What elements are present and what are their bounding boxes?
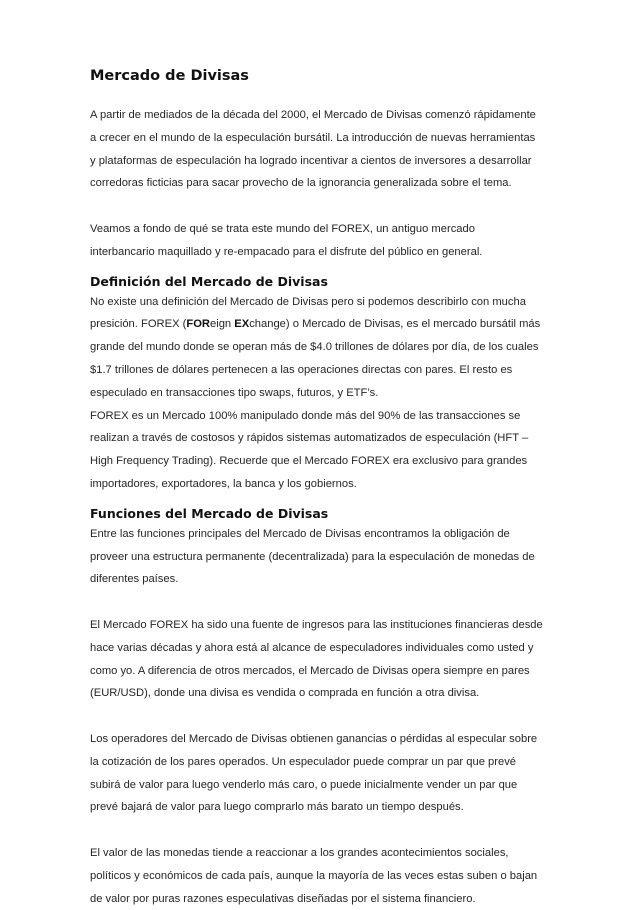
document-page (90, 66, 552, 910)
text-line: El valor de las monedas tiende a reaccionar a los grandes acontecimientos sociales, (90, 842, 552, 865)
text-line: $1.7 trillones de dólares pertenecen a las operaciones directas con pares. El resto es (90, 359, 552, 382)
paragraph-spacer (90, 195, 552, 218)
paragraph-spacer (90, 819, 552, 842)
text-line: FOREX es un Mercado 100% manipulado donde más del 90% de las transacciones se (90, 405, 552, 428)
text-line: El Mercado FOREX ha sido una fuente de ingresos para las instituciones financieras desde (90, 614, 552, 637)
text-line: hace varias décadas y ahora está al alcance de especuladores individuales como usted y (90, 637, 552, 660)
section-heading-funciones: Funciones del Mercado de Divisas (90, 505, 552, 523)
paragraph-spacer (90, 705, 552, 728)
text-line: políticos y económicos de cada país, aunque la mayoría de las veces estas suben o bajan (90, 865, 552, 888)
text-run: presición. FOREX ( (90, 318, 186, 330)
text-line: como yo. A diferencia de otros mercados, el Mercado de Divisas opera siempre en pares (90, 660, 552, 683)
text-line: realizan a través de costosos y rápidos sistemas automatizados de especulación (HFT – (90, 427, 552, 450)
text-run: eign (210, 318, 234, 330)
funciones-paragraph-4 (90, 842, 552, 910)
text-line: diferentes países. (90, 568, 552, 591)
funciones-paragraph-2 (90, 614, 552, 705)
text-line: de valor por puras razones especulativas diseñadas por el sistema financiero. (90, 888, 552, 910)
text-line: A partir de mediados de la década del 2000, el Mercado de Divisas comenzó rápidamente (90, 104, 552, 127)
text-line: subirá de valor para luego venderlo más caro, o puede inicialmente vender un par que (90, 774, 552, 797)
text-line: No existe una definición del Mercado de Divisas pero si podemos describirlo con mucha (90, 291, 552, 314)
text-line: interbancario maquillado y re-empacado para el disfrute del público en general. (90, 241, 552, 264)
intro-paragraph-2 (90, 218, 552, 264)
text-line: a crecer en el mundo de la especulación bursátil. La introducción de nuevas herramientas (90, 127, 552, 150)
bold-run: FOR (186, 318, 210, 330)
text-line: High Frequency Trading). Recuerde que el Mercado FOREX era exclusivo para grandes (90, 450, 552, 473)
text-line: proveer una estructura permanente (decentralizada) para la especulación de monedas de (90, 546, 552, 569)
text-line: grande del mundo donde se operan más de $4.0 trillones de dólares por día, de los cuales (90, 336, 552, 359)
definicion-paragraph (90, 291, 552, 496)
text-line: Entre las funciones principales del Mercado de Divisas encontramos la obligación de (90, 523, 552, 546)
funciones-paragraph-3 (90, 728, 552, 819)
bold-run: EX (234, 318, 249, 330)
section-heading-definicion: Definición del Mercado de Divisas (90, 273, 552, 291)
text-line: (EUR/USD), donde una divisa es vendida o comprada en función a otra divisa. (90, 682, 552, 705)
page-title: Mercado de Divisas (90, 66, 552, 86)
section-spacer (90, 264, 552, 273)
text-line: especulado en transacciones tipo swaps, futuros, y ETF’s. (90, 382, 552, 405)
text-line: la cotización de los pares operados. Un especulador puede comprar un par que prevé (90, 751, 552, 774)
text-line: y plataformas de especulación ha logrado incentivar a cientos de inversores a desarrollar (90, 150, 552, 173)
text-line: Veamos a fondo de qué se trata este mundo del FOREX, un antiguo mercado (90, 218, 552, 241)
intro-paragraph-1 (90, 104, 552, 195)
paragraph-spacer (90, 591, 552, 614)
text-line: Los operadores del Mercado de Divisas obtienen ganancias o pérdidas al especular sobre (90, 728, 552, 751)
text-line: corredoras ficticias para sacar provecho de la ignorancia generalizada sobre el tema. (90, 172, 552, 195)
text-line-forex-definition (90, 313, 552, 336)
funciones-paragraph-1 (90, 523, 552, 591)
text-line: prevé bajará de valor para luego comprarlo más barato un tiempo después. (90, 796, 552, 819)
text-line: importadores, exportadores, la banca y los gobiernos. (90, 473, 552, 496)
text-run: change) o Mercado de Divisas, es el mercado bursátil más (249, 318, 540, 330)
section-spacer (90, 496, 552, 505)
